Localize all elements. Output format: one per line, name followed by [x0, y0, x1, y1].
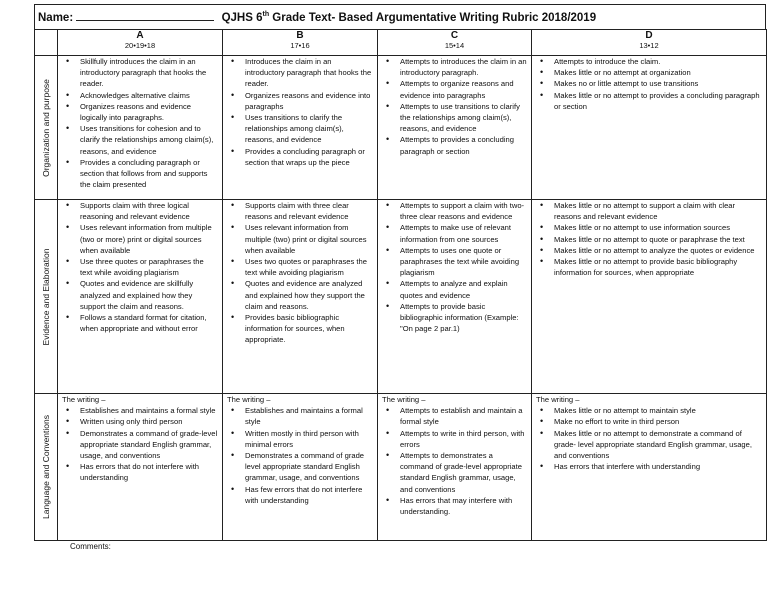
- criteria-item: • Attempts to demonstrates a command of grade-level appropriate standard English grammar, usage, and conventions: [400, 450, 527, 495]
- criteria-cell: [532, 394, 767, 541]
- grade-points: 15•14: [444, 41, 465, 50]
- criteria-item: • Organizes reasons and evidence logically into paragraphs.: [80, 101, 218, 123]
- criteria-item: • Provides a concluding paragraph or section that follows from and supports the claim presented: [80, 157, 218, 191]
- criteria-item: • Supports claim with three logical reasoning and relevant evidence: [80, 200, 218, 222]
- criteria-item: • Attempts to support a claim with two-three clear reasons and evidence: [400, 200, 527, 222]
- criteria-item: • Attempts to establish and maintain a formal style: [400, 405, 527, 427]
- criteria-item: • Provides basic bibliographic information for sources, when appropriate.: [245, 312, 373, 346]
- criteria-item: • Skillfully introduces the claim in an introductory paragraph that hooks the reader.: [80, 56, 218, 90]
- criteria-item: • Attempts to provide basic bibliographic information (Example: "On page 2 par.1): [400, 301, 527, 335]
- criteria-item: • Uses relevant information from multiple (two or more) print or digital sources when available: [80, 222, 218, 256]
- criteria-item: • Makes little or no attempt to provides a concluding paragraph or section: [554, 90, 762, 112]
- criteria-list: [532, 200, 766, 278]
- cell-lead-text: The writing –: [227, 395, 271, 404]
- criteria-item: • Use three quotes or paraphrases the text while avoiding plagiarism: [80, 256, 218, 278]
- cell-lead-text: The writing –: [62, 395, 106, 404]
- corner-cell: [35, 30, 58, 56]
- criteria-cell: [58, 394, 223, 541]
- criteria-item: • Follows a standard format for citation, when appropriate and without error: [80, 312, 218, 334]
- criteria-item: • Attempts to use transitions to clarify the relationships among claim(s), reasons, and evidence: [400, 101, 527, 135]
- criteria-cell: [378, 56, 532, 200]
- criteria-item: • Makes little or no attempt to support a claim with clear reasons and relevant evidence: [554, 200, 762, 222]
- criteria-item: • Attempts to introduces the claim in an introductory paragraph.: [400, 56, 527, 78]
- column-header-a: [58, 30, 223, 56]
- criteria-item: • Makes little or no attempt to maintain style: [554, 405, 762, 416]
- criteria-item: • Uses transitions to clarify the relationships among claim(s), reasons, and evidence: [245, 112, 373, 146]
- criteria-list: [223, 56, 377, 168]
- grade-points: 20•19•18: [124, 41, 156, 50]
- criteria-list: [532, 56, 766, 112]
- rubric-body: [35, 56, 767, 541]
- criteria-item: • Has errors that interfere with understanding: [554, 461, 762, 472]
- criteria-item: • Demonstrates a command of grade level appropriate standard English grammar, usage, and conventions: [245, 450, 373, 484]
- column-header-b: [223, 30, 378, 56]
- criteria-item: • Uses relevant information from multiple (two) print or digital sources when available: [245, 222, 373, 256]
- criteria-item: • Makes little or no attempt to provide basic bibliography information for sources, when appropriate: [554, 256, 762, 278]
- criteria-item: • Makes no or little attempt to use transitions: [554, 78, 762, 89]
- criteria-item: • Has few errors that do not interfere with understanding: [245, 484, 373, 506]
- grade-letter: D: [645, 30, 653, 41]
- criteria-item: • Establishes and maintains a formal style: [245, 405, 373, 427]
- criteria-item: • Makes little or no attempt to analyze the quotes or evidence: [554, 245, 762, 256]
- grade-letter: A: [136, 30, 144, 41]
- criteria-cell: [378, 394, 532, 541]
- criteria-item: • Makes little or no attempt to demonstrate a command of grade- level appropriate standard English grammar, usage, and conventions: [554, 428, 762, 462]
- criteria-list: [378, 200, 531, 334]
- criteria-item: • Written mostly in third person with minimal errors: [245, 428, 373, 450]
- row-label-cell: [35, 56, 58, 200]
- name-label: Name:: [38, 12, 74, 24]
- criteria-item: • Makes little or no attempt at organization: [554, 67, 762, 78]
- criteria-item: • Uses transitions for cohesion and to clarify the relationships among claim(s), reasons, and evidence: [80, 123, 218, 157]
- criteria-item: • Written using only third person: [80, 416, 218, 427]
- criteria-item: • Acknowledges alternative claims: [80, 90, 218, 101]
- criteria-cell: [58, 56, 223, 200]
- title-bar: [34, 4, 766, 30]
- criteria-list: [378, 405, 531, 517]
- criteria-item: • Provides a concluding paragraph or section that wraps up the piece: [245, 146, 373, 168]
- criteria-cell: [223, 200, 378, 394]
- criteria-cell: [532, 200, 767, 394]
- criteria-list: [58, 405, 222, 483]
- criteria-item: • Demonstrates a command of grade-level appropriate standard English grammar, usage, and conventions: [80, 428, 218, 462]
- grade-points: 17•16: [290, 41, 310, 50]
- criteria-item: • Introduces the claim in an introductory paragraph that hooks the reader.: [245, 56, 373, 90]
- ordinal-suffix: th: [262, 11, 270, 19]
- comments-label: Comments:: [70, 542, 111, 551]
- criteria-cell: [223, 56, 378, 200]
- criteria-list: [532, 405, 766, 472]
- grade-letter: B: [296, 30, 304, 41]
- row-organization: [35, 56, 767, 200]
- criteria-cell: [223, 394, 378, 541]
- grade-letter: C: [450, 30, 459, 41]
- criteria-item: • Attempts to provides a concluding paragraph or section: [400, 134, 527, 156]
- row-label: Organization and purpose: [41, 78, 51, 177]
- criteria-list: [58, 56, 222, 190]
- row-label: Language and Conventions: [41, 415, 51, 519]
- column-header-c: [378, 30, 532, 56]
- rubric-title: QJHS 6th Grade Text- Based Argumentative Writing Rubric 2018/2019: [221, 11, 597, 24]
- criteria-item: • Has errors that may interfere with understanding.: [400, 495, 527, 517]
- grade-points: 13•12: [639, 41, 659, 50]
- row-language: [35, 394, 767, 541]
- row-label-cell: [35, 200, 58, 394]
- criteria-cell: [532, 56, 767, 200]
- criteria-list: [378, 56, 531, 157]
- row-evidence: [35, 200, 767, 394]
- row-label: Evidence and Elaboration: [41, 248, 51, 345]
- criteria-item: • Has errors that do not interfere with understanding: [80, 461, 218, 483]
- criteria-item: • Quotes and evidence are skillfully analyzed and explained how they support the claim and reasons.: [80, 278, 218, 312]
- criteria-item: • Organizes reasons and evidence into paragraphs: [245, 90, 373, 112]
- column-header-d: [532, 30, 767, 56]
- criteria-item: • Attempts to make use of relevant information from one sources: [400, 222, 527, 244]
- criteria-item: • Establishes and maintains a formal style: [80, 405, 218, 416]
- cell-lead-text: The writing –: [382, 395, 426, 404]
- column-header-row: [35, 30, 767, 56]
- criteria-list: [223, 405, 377, 506]
- criteria-cell: [58, 200, 223, 394]
- criteria-item: • Quotes and evidence are analyzed and explained how they support the claim and reasons.: [245, 278, 373, 312]
- criteria-item: • Attempts to introduce the claim.: [554, 56, 762, 67]
- row-label-cell: [35, 394, 58, 541]
- criteria-item: • Attempts to organize reasons and evidence into paragraphs: [400, 78, 527, 100]
- cell-lead-text: The writing –: [536, 395, 580, 404]
- criteria-item: • Attempts to analyze and explain quotes and evidence: [400, 278, 527, 300]
- name-blank-line: [76, 11, 214, 21]
- criteria-list: [58, 200, 222, 334]
- criteria-item: • Attempts to write in third person, with errors: [400, 428, 527, 450]
- criteria-list: [223, 200, 377, 346]
- rubric-table: [34, 29, 767, 541]
- criteria-item: • Makes little or no attempt to quote or paraphrase the text: [554, 234, 762, 245]
- criteria-item: • Make no effort to write in third person: [554, 416, 762, 427]
- criteria-cell: [378, 200, 532, 394]
- criteria-item: • Makes little or no attempt to use information sources: [554, 222, 762, 233]
- criteria-item: • Attempts to uses one quote or paraphrases the text while avoiding plagiarism: [400, 245, 527, 279]
- criteria-item: • Uses two quotes or paraphrases the text while avoiding plagiarism: [245, 256, 373, 278]
- criteria-item: • Supports claim with three clear reasons and relevant evidence: [245, 200, 373, 222]
